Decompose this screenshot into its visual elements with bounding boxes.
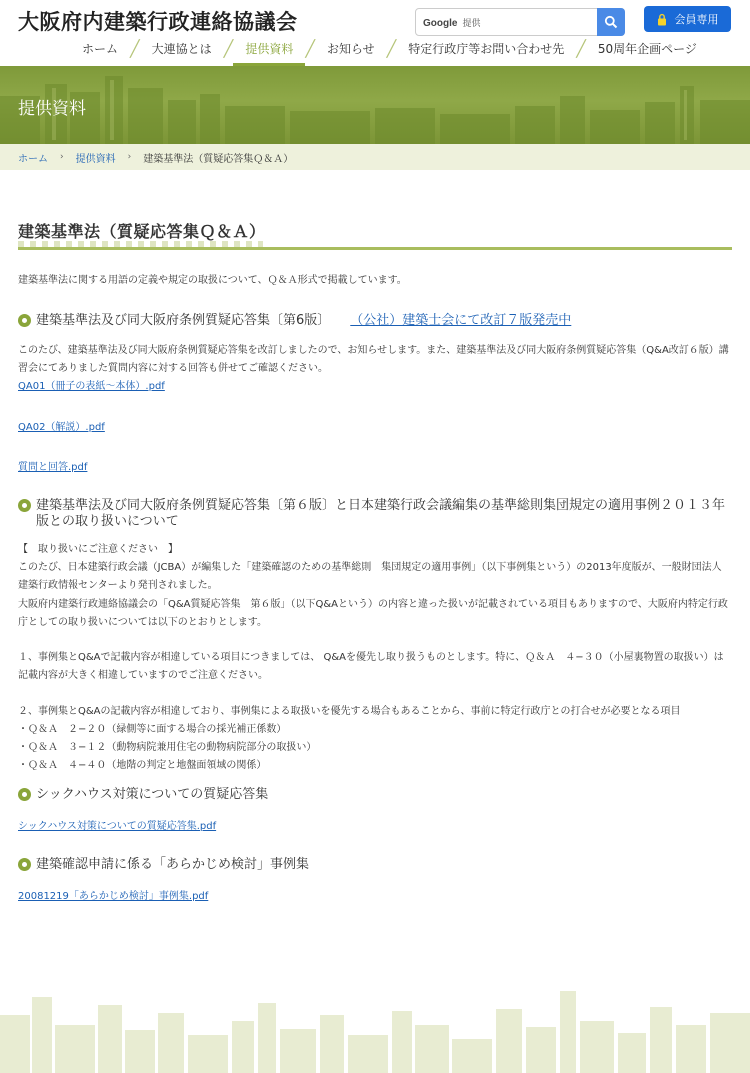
nav-divider: ╱ (386, 39, 397, 58)
breadcrumb-home[interactable]: ホーム (18, 153, 48, 165)
nav-divider: ╱ (130, 39, 140, 58)
section-heading-pre-review: 建築確認申請に係る「あらかじめ検討」事例集 (18, 857, 732, 873)
breadcrumb-materials[interactable]: 提供資料 (75, 153, 116, 165)
footer-skyline-illustration (0, 985, 750, 1073)
section2-paragraph-1: このたび、日本建築行政会議（JCBA）が編集した「建築確認のための基準総則 集団規定の適用事例」（以下事例集という）の2013年度版が、一般財団法人 建築行政情報センターより発刊されました。 (18, 562, 732, 591)
nav-50th-anniversary[interactable]: 50周年企画ページ (597, 42, 697, 56)
search-button[interactable] (597, 8, 625, 36)
nav-home[interactable]: ホーム (82, 42, 119, 56)
member-login-button[interactable] (644, 6, 731, 32)
section2-subitem: ・Ｑ＆Ａ ２−２０（緑側等に面する場合の採光補正係数） (18, 724, 287, 735)
questions-answers-pdf-link[interactable]: 質問と回答.pdf (18, 462, 88, 473)
section-heading-sick-house: シックハウス対策についての質疑応答集 (18, 787, 732, 803)
site-title[interactable]: 大阪府内建築行政連絡協議会 (18, 10, 298, 34)
revised-7th-edition-link[interactable]: （公社）建築士会にて改訂７版発売中 (350, 313, 572, 328)
section2-item-1: １、事例集とQ&Aで記載内容が相違している項目につきましては、 Q&Aを優先し取り扱うものとします。特に、Ｑ＆Ａ ４−３０（小屋裏物置の取扱い）は記載内容が大きく相違していますのでご注意ください。 (18, 652, 724, 681)
member-label: 会員専用 (674, 13, 719, 26)
bullet-icon (18, 314, 31, 327)
nav-divider: ╱ (223, 39, 234, 58)
hero-title: 提供資料 (18, 99, 86, 119)
page-title: 建築基準法（質疑応答集Ｑ＆Ａ） (18, 222, 266, 241)
nav-materials[interactable]: 提供資料 (233, 38, 305, 66)
nav-divider: ╱ (576, 39, 586, 58)
nav-contacts[interactable]: 特定行政庁等お問い合わせ先 (408, 42, 565, 56)
google-brand: Google 提供 (423, 18, 481, 29)
hero-banner (0, 66, 750, 144)
sick-house-pdf-link[interactable]: シックハウス対策についての質疑応答集.pdf (18, 821, 217, 832)
intro-text: 建築基準法に関する用語の定義や規定の取扱について、Ｑ＆Ａ形式で掲載しています。 (18, 275, 407, 286)
caution-label: 【 取り扱いにご注意ください 】 (18, 544, 178, 555)
search-input[interactable] (415, 8, 625, 36)
section2-paragraph-2: 大阪府内建築行政連絡協議会の「Q&A質疑応答集 第６版」（以下Q&Aという）の内容と違った扱いが記載されている項目もありますので、大阪府内特定行政庁としての取り扱いについては以下のとおりとします。 (18, 599, 728, 628)
city-skyline-image (0, 66, 750, 144)
qa02-pdf-link[interactable]: QA02（解説）.pdf (18, 422, 105, 433)
search-icon (604, 15, 618, 29)
bullet-icon (18, 858, 31, 871)
main-nav (70, 38, 709, 66)
breadcrumb-separator: › (60, 152, 64, 162)
qa01-pdf-link[interactable]: QA01（冊子の表紙〜本体）.pdf (18, 381, 165, 392)
section2-subitem: ・Ｑ＆Ａ ３−１２（動物病院兼用住宅の動物病院部分の取扱い） (18, 742, 317, 753)
title-underline (18, 247, 732, 250)
bullet-icon (18, 499, 31, 512)
breadcrumb (0, 144, 750, 170)
breadcrumb-current: 建築基準法（質疑応答集Ｑ＆Ａ） (143, 153, 294, 165)
nav-divider: ╱ (305, 39, 315, 58)
section2-subitem: ・Ｑ＆Ａ ４−４０（地階の判定と地盤面領域の関係） (18, 760, 267, 771)
nav-about[interactable]: 大連協とは (151, 42, 212, 56)
nav-news[interactable]: お知らせ (326, 42, 375, 56)
bullet-icon (18, 788, 31, 801)
section1-body: このたび、建築基準法及び同大阪府条例質疑応答集を改訂しましたので、お知らせします。また、建築基準法及び同大阪府条例質疑応答集（Q&A改訂６版）講習会にてありました質問内容に対する回答も併せてご確認ください。 (18, 345, 729, 374)
section-heading-qa6: 建築基準法及び同大阪府条例質疑応答集〔第6版〕 （公社）建築士会にて改訂７版発売中 (18, 313, 732, 329)
pre-review-cases-pdf-link[interactable]: 20081219「あらかじめ検討」事例集.pdf (18, 891, 209, 902)
section2-item-2: ２、事例集とQ&Aの記載内容が相違しており、事例集による取扱いを優先する場合もあることから、事前に特定行政庁との打合せが必要となる項目 (18, 706, 681, 717)
lock-icon (657, 13, 667, 26)
section-heading-jcba-2013: 建築基準法及び同大阪府条例質疑応答集〔第６版〕と日本建築行政会議編集の基準総則集団規定の適用事例２０１３年版との取り扱いについて (18, 498, 732, 530)
breadcrumb-separator: › (127, 152, 132, 162)
